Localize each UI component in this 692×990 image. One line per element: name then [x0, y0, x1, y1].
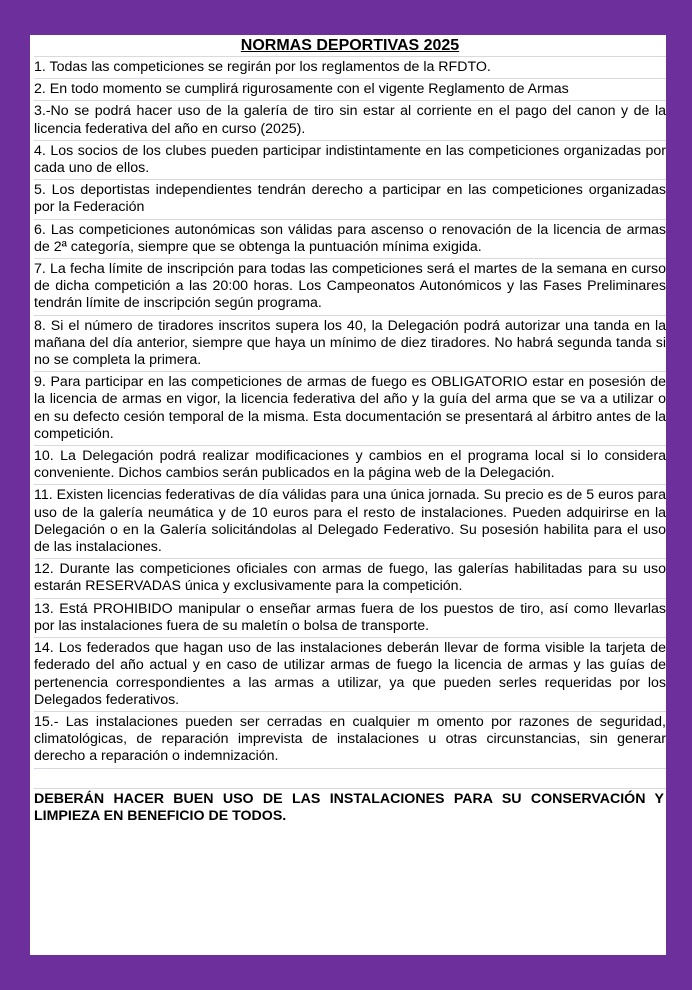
rule-item-7: 7. La fecha límite de inscripción para todas las competiciones será el martes de la semana en curso de dicha competición a las 20:00 horas. Los Campeonatos Autonómicos y las Fases Preliminares tendrán límite de inscripción según programa. — [34, 259, 666, 316]
rule-item-14: 14. Los federados que hagan uso de las instalaciones deberán llevar de forma visible la tarjeta de federado del año actual y en caso de utilizar armas de fuego la licencia de armas y las guías de pertenencia correspondientes a las armas a utilizar, ya que pueden serles requeridas por los Delegados federativos. — [34, 638, 666, 712]
divider — [34, 769, 666, 789]
rule-item-4: 4. Los socios de los clubes pueden participar indistintamente en las competiciones organizadas por cada uno de ellos. — [34, 141, 666, 180]
rule-item-2: 2. En todo momento se cumplirá rigurosamente con el vigente Reglamento de Armas — [34, 79, 666, 101]
rule-item-5: 5. Los deportistas independientes tendrán derecho a participar en las competiciones organizadas por la Federación — [34, 180, 666, 219]
rule-item-3: 3.-No se podrá hacer uso de la galería de tiro sin estar al corriente en el pago del canon y de la licencia federativa del año en curso (2025). — [34, 101, 666, 140]
closing-notice: DEBERÁN HACER BUEN USO DE LAS INSTALACIONES PARA SU CONSERVACIÓN Y LIMPIEZA EN BENEFICIO DE TODOS. — [34, 790, 664, 824]
rule-item-10: 10. La Delegación podrá realizar modificaciones y cambios en el programa local si lo considera conveniente. Dichos cambios serán publicados en la página web de la Delegación. — [34, 446, 666, 485]
rule-item-8: 8. Si el número de tiradores inscritos supera los 40, la Delegación podrá autorizar una tanda en la mañana del día anterior, siempre que haya un mínimo de diez tiradores. No habrá segunda tanda si no se completa la primera. — [34, 316, 666, 373]
rule-item-11: 11. Existen licencias federativas de día válidas para una única jornada. Su precio es de 5 euros para uso de la galería neumática y de 10 euros para el resto de instalaciones. Pueden adquirirse en la Delegación o en la Galería solicitándolas al Delegado Federativo. Su posesión habilita para el uso de las instalaciones. — [34, 485, 666, 559]
rule-item-1: 1. Todas las competiciones se regirán por los reglamentos de la RFDTO. — [34, 57, 666, 79]
rule-item-15: 15.- Las instalaciones pueden ser cerradas en cualquier m omento por razones de seguridad, climatológicas, de reparación imprevista de instalaciones u otras circunstancias, sin generar derecho a reparación o indemnización. — [34, 712, 666, 769]
rule-item-12: 12. Durante las competiciones oficiales con armas de fuego, las galerías habilitadas para su uso estarán RESERVADAS única y exclusivamente para la competición. — [34, 559, 666, 598]
rule-item-13: 13. Está PROHIBIDO manipular o enseñar armas fuera de los puestos de tiro, así como llevarlas por las instalaciones fuera de su maletín o bolsa de transporte. — [34, 599, 666, 638]
page-title: NORMAS DEPORTIVAS 2025 — [34, 35, 666, 57]
rule-item-9: 9. Para participar en las competiciones de armas de fuego es OBLIGATORIO estar en posesión de la licencia de armas en vigor, la licencia federativa del año y la guía del arma que se va a utilizar o en su defecto cesión temporal de la misma. Esta documentación se presentará al árbitro antes de la competición. — [34, 372, 666, 446]
rule-item-6: 6. Las competiciones autonómicas son válidas para ascenso o renovación de la licencia de armas de 2ª categoría, siempre que se obtenga la puntuación mínima exigida. — [34, 220, 666, 259]
rules-sheet — [30, 35, 666, 955]
